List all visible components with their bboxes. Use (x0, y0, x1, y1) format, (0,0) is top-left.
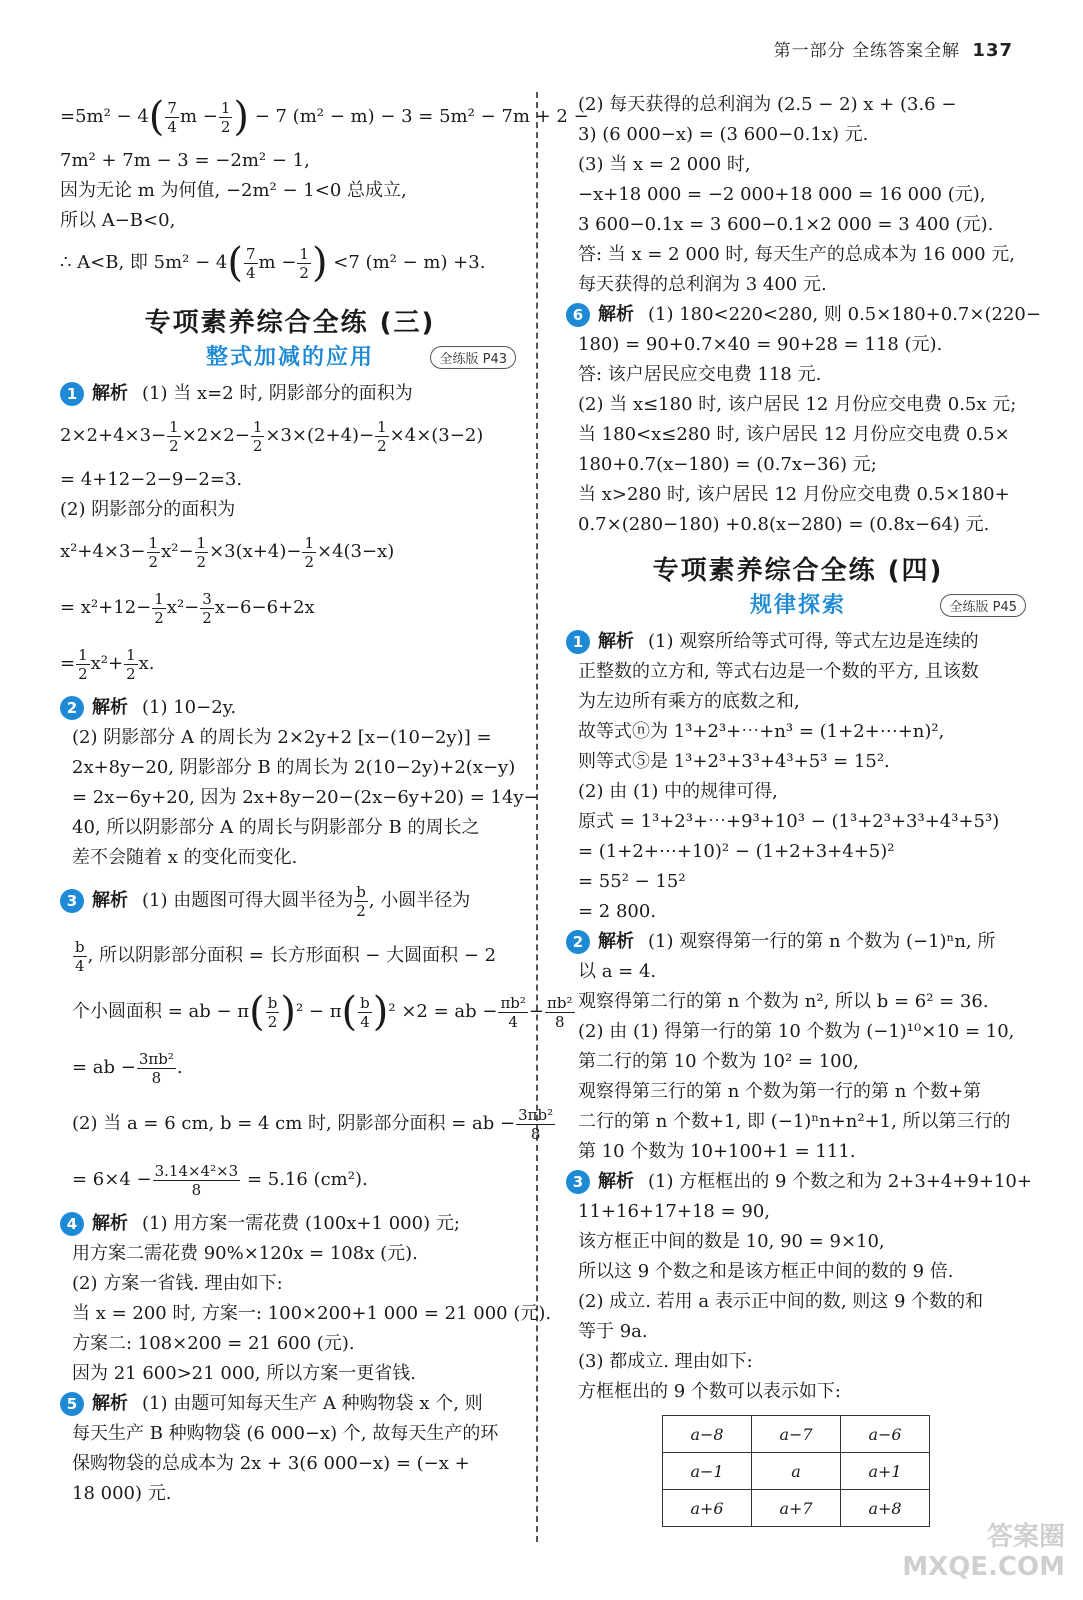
text-line: 第 10 个数为 10+100+1 = 111. (578, 1141, 856, 1162)
grid-cell: a+1 (841, 1453, 930, 1490)
text-line: 正整数的立方和, 等式右边是一个数的平方, 且该数 (578, 661, 979, 682)
text-line: 用方案二需花费 90%×120x = 108x (元). (72, 1243, 418, 1264)
math-line: = ab − $\frac{\text{3πb²}}{8}$ . (72, 1049, 183, 1087)
math-line: = 6×4 − $\frac{\text{3.14×4²×3}}{8}$ = 5.16 (cm²). (72, 1161, 368, 1199)
text-line: 为左边所有乘方的底数之和, (578, 691, 800, 712)
text-line: 保购物袋的总成本为 2x + 3(6 000−x) = (−x + (72, 1453, 470, 1474)
text-line: (2) 每天获得的总利润为 (2.5 − 2) x + (3.6 − (578, 94, 957, 115)
text-line: 该方框正中间的数是 10, 90 = 9×10, (578, 1231, 885, 1252)
right-column (566, 90, 1041, 1527)
analysis-label: 解析 (598, 931, 634, 952)
analysis-label: 解析 (92, 383, 128, 404)
page-header (774, 36, 1013, 61)
math-line: 个小圆面积 = ab − π( $\frac{b}{2}$ )² − π( $\frac{b}{4}$ )² ×2 = ab − $\frac{\text{πb²}}{4}$ − $\frac{\text{πb²}}{8}$ (72, 989, 573, 1035)
question-number-badge: 6 (566, 303, 590, 327)
text-line: (2) 方案一省钱. 理由如下: (72, 1273, 283, 1294)
grid-cell: a−1 (663, 1453, 752, 1490)
watermark (902, 1522, 1065, 1582)
grid-cell: a+7 (752, 1490, 841, 1527)
text-line: 当 180<x≤280 时, 该户居民 12 月份应交电费 0.5× (578, 424, 1010, 445)
math-line: x²+4×3− $\frac{1}{2}$ x²− $\frac{1}{2}$ ×3(x+4)− $\frac{1}{2}$ ×4(3−x) (60, 533, 395, 571)
math-line: (2) 当 a = 6 cm, b = 4 cm 时, 阴影部分面积 = ab − $\frac{\text{3πb²}}{8}$ (72, 1105, 554, 1143)
left-column (60, 90, 589, 1509)
table-row (663, 1490, 930, 1527)
subtitle-row (60, 341, 520, 375)
grid-cell: a−6 (841, 1416, 930, 1453)
text-line: 0.7×(280−180) +0.8(x−280) = (0.8x−64) 元. (578, 514, 990, 535)
grid-cell: a+6 (663, 1490, 752, 1527)
text-line: 二行的第 n 个数+1, 即 (−1)ⁿn+n²+1, 所以第三行的 (578, 1111, 1011, 1132)
number-grid-table (662, 1415, 930, 1527)
text-line: 原式 = 1³+2³+⋯+9³+10³ − (1³+2³+3³+4³+5³) (578, 811, 1000, 832)
question-number-badge: 3 (566, 1170, 590, 1194)
analysis-label: 解析 (92, 1393, 128, 1414)
text-line: 观察得第二行的第 n 个数为 n², 所以 b = 6² = 36. (578, 991, 989, 1012)
grid-cell: a−8 (663, 1416, 752, 1453)
table-row (663, 1416, 930, 1453)
analysis-label: 解析 (598, 304, 634, 325)
math-line: $\frac{b}{4}$ , 所以阴影部分面积 = 长方形面积 − 大圆面积 − 2 (75, 937, 497, 975)
text-line: 差不会随着 x 的变化而变化. (72, 847, 298, 868)
grid-cell: a+8 (841, 1490, 930, 1527)
analysis-label: 解析 (92, 1213, 128, 1234)
text-line: (2) 阴影部分 A 的周长为 2×2y+2 [x−(10−2y)] = (72, 727, 492, 748)
text-line: 所以 A−B<0, (60, 210, 176, 231)
analysis-label: 解析 (92, 890, 128, 911)
text-line: (2) 由 (1) 得第一行的第 10 个数为 (−1)¹⁰×10 = 10, (578, 1021, 1015, 1042)
watermark-logo-text: 答案圈 (986, 1522, 1065, 1552)
text-line: 观察得第三行的第 n 个数为第一行的第 n 个数+第 (578, 1081, 982, 1102)
subtitle-row (566, 589, 1030, 623)
math-line: = x²+12− $\frac{1}{2}$ x²− $\frac{3}{2}$ x−6−6+2x (60, 589, 315, 627)
question-number-badge: 4 (60, 1212, 84, 1236)
question-number-badge: 1 (566, 630, 590, 654)
text-line: (3) 当 x = 2 000 时, (578, 154, 751, 175)
analysis-label: 解析 (598, 1171, 634, 1192)
text-line: 当 x>280 时, 该户居民 12 月份应交电费 0.5×180+ (578, 484, 1010, 505)
math-line: = $\frac{1}{2}$ x²+ $\frac{1}{2}$ x. (60, 645, 155, 683)
math-line: 7m² + 7m − 3 = −2m² − 1, (60, 150, 310, 171)
question-number-badge: 2 (566, 930, 590, 954)
text-line: 所以这 9 个数之和是该方框正中间的数的 9 倍. (578, 1261, 954, 1282)
text-line: (3) 都成立. 理由如下: (578, 1351, 753, 1372)
math-line: =5m² − 4( $\frac{7}{4}$ m − $\frac{1}{2}$ ) − 7 (m² − m) − 3 = 5m² − 7m + 2 − (60, 94, 589, 140)
text-line: 每天获得的总利润为 3 400 元. (578, 274, 827, 295)
text-line: = 2 800. (578, 901, 657, 922)
text-line: (2) 阴影部分的面积为 (60, 499, 236, 520)
grid-cell: a−7 (752, 1416, 841, 1453)
header-section: 第一部分 (773, 41, 846, 61)
text-line: 3 600−0.1x = 3 600−0.1×2 000 = 3 400 (元). (578, 214, 994, 235)
question-number-badge: 1 (60, 382, 84, 406)
math-line: 2×2+4×3− $\frac{1}{2}$ ×2×2− $\frac{1}{2}$ ×3×(2+4)− $\frac{1}{2}$ ×4×(3−2) (60, 417, 484, 455)
text-line: 答: 当 x = 2 000 时, 每天生产的总成本为 16 000 元, (578, 244, 1016, 265)
section-title: 专项素养综合全练 (三) (144, 308, 436, 338)
text-line: 方框框出的 9 个数可以表示如下: (578, 1381, 841, 1402)
question-header: 3 解析 (1) 方框框出的 9 个数之和为 2+3+4+9+10+ (566, 1167, 1030, 1197)
question-header: 4 解析 (1) 用方案一需花费 (100x+1 000) 元; (60, 1209, 520, 1239)
text-line: 方案二: 108×200 = 21 600 (元). (72, 1333, 355, 1354)
page-ref-badge: 全练版 P45 (940, 594, 1026, 617)
question-header: 6 解析 (1) 180<220<280, 则 0.5×180+0.7×(220− (566, 300, 1030, 330)
text-line: 则等式⑤是 1³+2³+3³+4³+5³ = 15². (578, 751, 890, 772)
text-line: 故等式ⓝ为 1³+2³+⋯+n³ = (1+2+⋯+n)², (578, 721, 945, 742)
page-ref-badge: 全练版 P43 (430, 346, 516, 369)
question-header: 2 解析 (1) 观察得第一行的第 n 个数为 (−1)ⁿn, 所 (566, 927, 1030, 957)
question-header: 2 解析 (1) 10−2y. (60, 693, 520, 723)
text-line: (2) 由 (1) 中的规律可得, (578, 781, 778, 802)
grid-cell: a (752, 1453, 841, 1490)
text-line: 第二行的第 10 个数为 10² = 100, (578, 1051, 859, 1072)
analysis-label: 解析 (598, 631, 634, 652)
text-line: 因为无论 m 为何值, −2m² − 1<0 总成立, (60, 180, 407, 201)
text-line: = 55² − 15² (578, 871, 686, 892)
text-line: 每天生产 B 种购物袋 (6 000−x) 个, 故每天生产的环 (72, 1423, 499, 1444)
text-line: 因为 21 600>21 000, 所以方案一更省钱. (72, 1363, 416, 1384)
text-line: (2) 当 x≤180 时, 该户居民 12 月份应交电费 0.5x 元; (578, 394, 1017, 415)
text-line: 11+16+17+18 = 90, (578, 1201, 771, 1222)
question-number-badge: 5 (60, 1392, 84, 1416)
question-number-badge: 3 (60, 889, 84, 913)
question-header: 1 解析 (1) 观察所给等式可得, 等式左边是连续的 (566, 627, 1030, 657)
text-line: = (1+2+⋯+10)² − (1+2+3+4+5)² (578, 841, 895, 862)
text-line: 当 x = 200 时, 方案一: 100×200+1 000 = 21 000 (元). (72, 1303, 552, 1324)
section-title: 专项素养综合全练 (四) (652, 556, 944, 586)
text-line: −x+18 000 = −2 000+18 000 = 16 000 (元), (578, 184, 986, 205)
watermark-url: MXQE.COM (902, 1552, 1065, 1582)
header-title: 全练答案全解 (852, 41, 961, 61)
text-line: 以 a = 4. (578, 961, 657, 982)
question-header: 1 解析 (1) 当 x=2 时, 阴影部分的面积为 (60, 379, 520, 409)
question-header: 5 解析 (1) 由题可知每天生产 A 种购物袋 x 个, 则 (60, 1389, 520, 1419)
column-divider (536, 92, 538, 1542)
question-number-badge: 2 (60, 696, 84, 720)
section-subtitle: 整式加减的应用 (205, 345, 374, 370)
question-header: 3 解析 (1) 由题图可得大圆半径为 $\frac{b}{2}$ , 小圆半径为 (60, 873, 520, 929)
text-line: (2) 成立. 若用 a 表示正中间的数, 则这 9 个数的和 (578, 1291, 984, 1312)
text-line: 180) = 90+0.7×40 = 90+28 = 118 (元). (578, 334, 943, 355)
text-line: 18 000) 元. (72, 1483, 172, 1504)
math-line: ∴ A<B, 即 5m² − 4( $\frac{7}{4}$ m − $\frac{1}{2}$ ) <7 (m² − m) +3. (60, 240, 486, 286)
text-line: 2x+8y−20, 阴影部分 B 的周长为 2(10−2y)+2(x−y) (72, 757, 516, 778)
section-subtitle: 规律探索 (749, 593, 846, 618)
math-line: = 4+12−2−9−2=3. (60, 469, 243, 490)
table-row (663, 1453, 930, 1490)
text-line: 答: 该户居民应交电费 118 元. (578, 364, 822, 385)
page-number: 137 (972, 40, 1013, 61)
text-line: 40, 所以阴影部分 A 的周长与阴影部分 B 的周长之 (72, 817, 480, 838)
text-line: 等于 9a. (578, 1321, 648, 1342)
text-line: 3) (6 000−x) = (3 600−0.1x) 元. (578, 124, 869, 145)
analysis-label: 解析 (92, 697, 128, 718)
text-line: 180+0.7(x−180) = (0.7x−36) 元; (578, 454, 877, 475)
text-line: = 2x−6y+20, 因为 2x+8y−20−(2x−6y+20) = 14y− (72, 787, 539, 808)
